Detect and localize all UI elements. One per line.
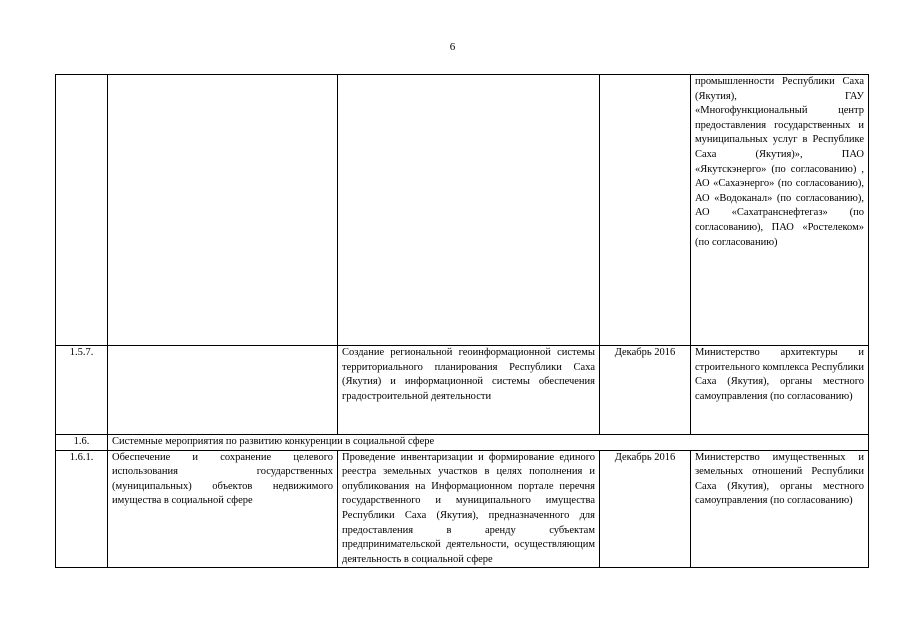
executor-cell: промышленности Республики Саха (Якутия), ГАУ «Многофункциональный центр предоставления государственных и муниципальных услуг в Республике Саха (Якутия)», ПАО «Якутскэнерго» (по согласованию) , АО «Сахаэнерго» (по согласованию), АО «Водоканал» (по согласованию), АО «Сахатранснефтегаз» (по согласованию), ПАО «Ростелеком» (по согласованию) — [691, 75, 869, 346]
event-cell — [108, 75, 338, 346]
row-number: 1.5.7. — [56, 346, 108, 435]
table-row — [56, 75, 869, 346]
deadline-cell: Декабрь 2016 — [600, 450, 691, 568]
content-cell: Проведение инвентаризации и формирование единого реестра земельных участков в целях пополнения и опубликования на Информационном портале перечня государственного и муниципального имущества Республики Саха (Якутия), предназначенного для предоставления в аренду субъектам предпринимательской деятельности, осуществляющим деятельность в социальной сфере — [338, 450, 600, 568]
row-number: 1.6.1. — [56, 450, 108, 568]
content-cell: Создание региональной геоинформационной системы территориального планирования Республики Саха (Якутия) и информационной системы обеспечения градостроительной деятельности — [338, 346, 600, 435]
row-number — [56, 75, 108, 346]
table-row — [56, 346, 869, 435]
executor-cell: Министерство архитектуры и строительного комплекса Республики Саха (Якутия), органы местного самоуправления (по согласованию) — [691, 346, 869, 435]
section-number: 1.6. — [56, 435, 108, 451]
section-row — [56, 435, 869, 451]
page-number: 6 — [449, 41, 456, 53]
section-title: Системные мероприятия по развитию конкуренции в социальной сфере — [108, 435, 869, 451]
measures-table — [55, 74, 869, 568]
event-cell: Обеспечение и сохранение целевого использования государственных (муниципальных) объектов недвижимого имущества в социальной сфере — [108, 450, 338, 568]
executor-cell: Министерство имущественных и земельных отношений Республики Саха (Якутия), органы местного самоуправления (по согласованию) — [691, 450, 869, 568]
deadline-cell — [600, 75, 691, 346]
deadline-cell: Декабрь 2016 — [600, 346, 691, 435]
event-cell — [108, 346, 338, 435]
table-row — [56, 450, 869, 568]
content-cell — [338, 75, 600, 346]
